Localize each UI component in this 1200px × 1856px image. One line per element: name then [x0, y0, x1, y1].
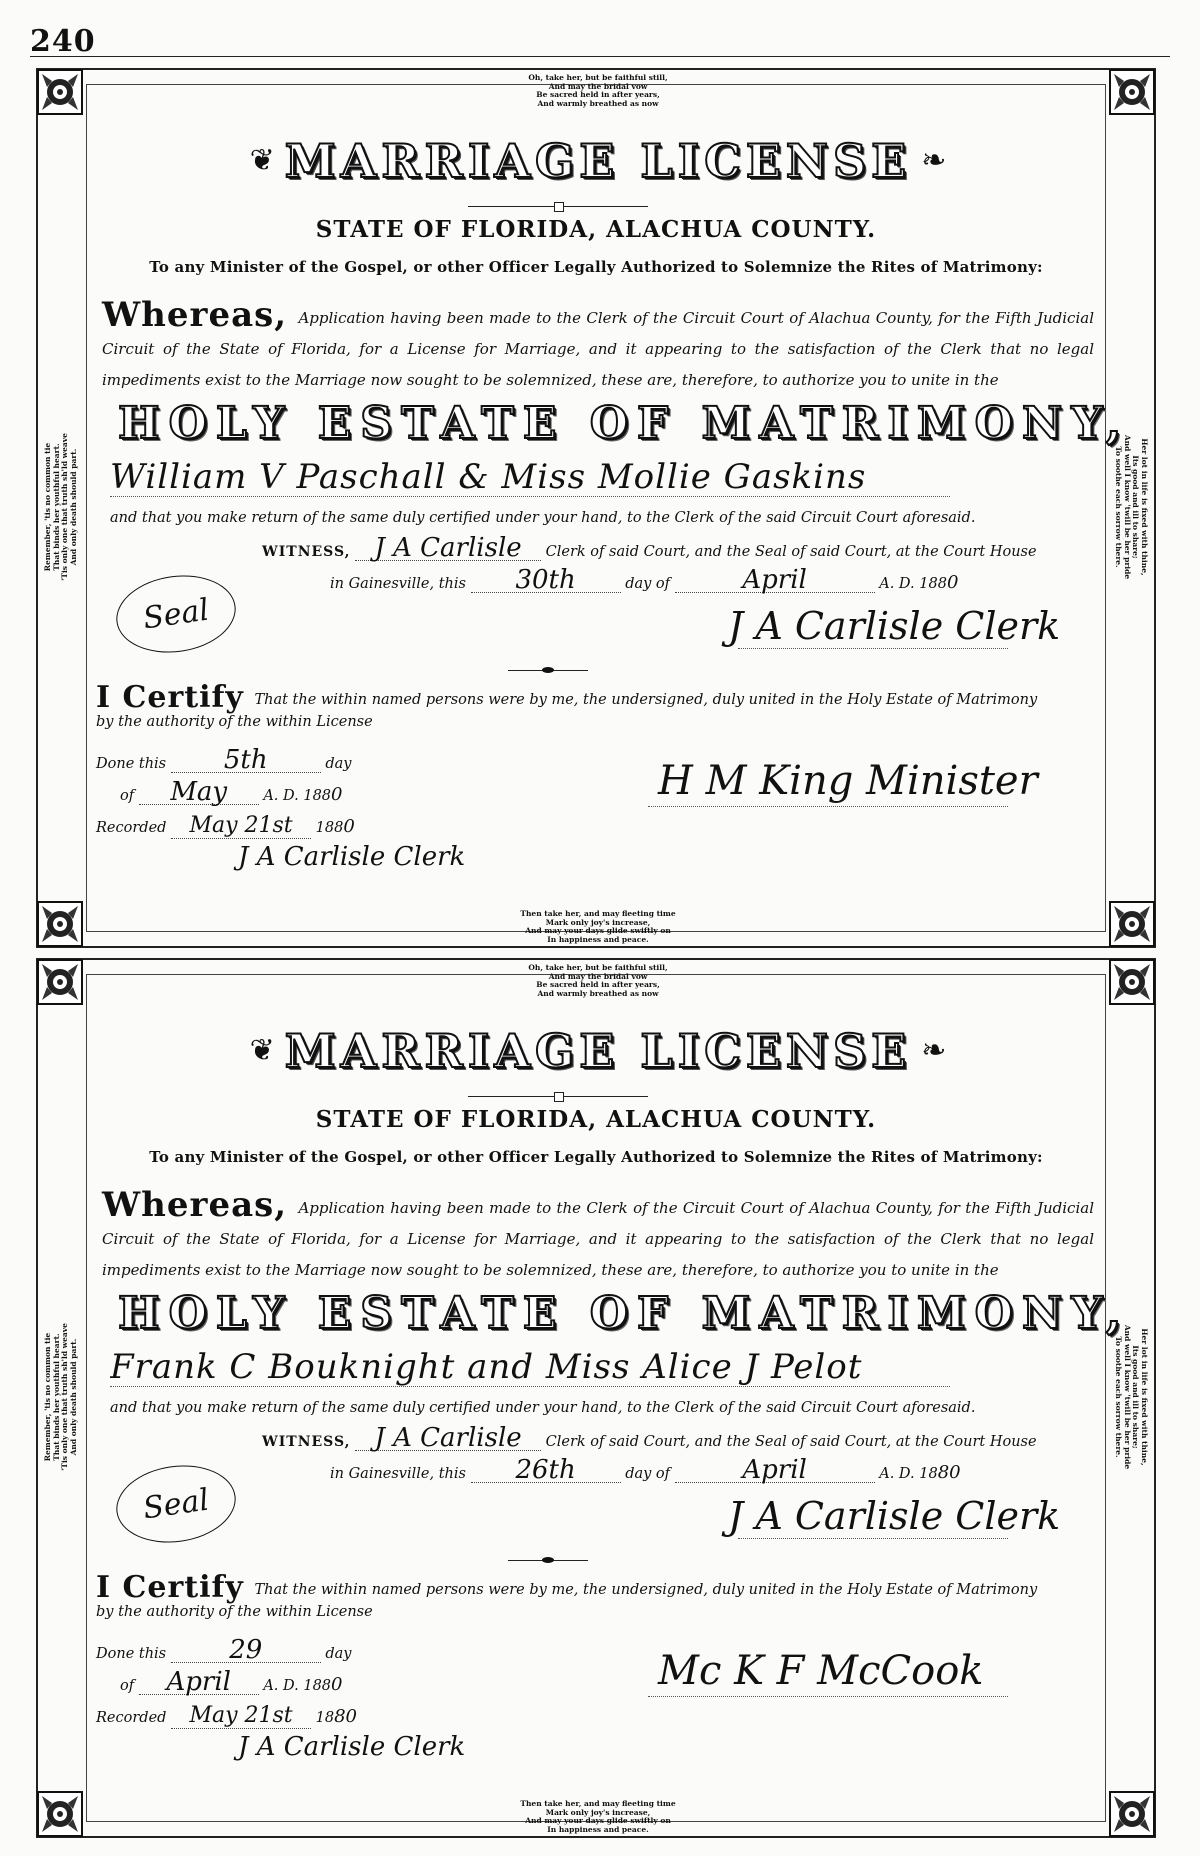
court-seal: Seal: [111, 568, 240, 660]
ornament-corner-icon: [1109, 959, 1155, 1005]
ad-label: A. D. 188: [879, 576, 947, 592]
verse-top: Oh, take her, but be faithful still, And may the bridal vow Be sacred held in after years, And warmly breathed as now: [528, 963, 668, 998]
holy-estate-heading: HOLY ESTATE OF MATRIMONY,: [118, 398, 1131, 449]
day-label: day: [325, 756, 352, 772]
clerk-text: Clerk of said Court, and the Seal of said Court, at the Court House: [545, 1434, 1037, 1450]
marriage-license-2: [36, 958, 1156, 1838]
recorded-signature: J A Carlisle Clerk: [238, 1732, 466, 1762]
certify-line: [96, 1570, 1037, 1605]
witness-signature: J A Carlisle: [355, 536, 541, 561]
flourish-right-icon: ❧: [921, 1033, 947, 1068]
recorded-label: Recorded: [96, 820, 167, 836]
license-year-digit: 80: [937, 1462, 961, 1483]
verse-right-margin: Her lot in life is fixed with thine, Its good and ill to share; And well I know 'twill be her pride To soothe each sorrow there.: [1114, 434, 1149, 580]
whereas-word: Whereas,: [102, 1185, 288, 1225]
couple-names: William V Paschall & Miss Mollie Gaskins: [110, 458, 950, 497]
ornament-corner-icon: [1109, 901, 1155, 947]
holy-estate-heading: HOLY ESTATE OF MATRIMONY,: [118, 1288, 1131, 1339]
witness-label: WITNESS,: [262, 544, 351, 560]
return-text: and that you make return of the same duly certified under your hand, to the Clerk of the said Circuit Court aforesaid.: [110, 1400, 976, 1416]
recorded-label: Recorded: [96, 1710, 167, 1726]
minister-signature: H M King Minister: [658, 758, 1038, 804]
done-line: [96, 745, 352, 775]
clerk-signature-line: [738, 1538, 1008, 1539]
ornament-corner-icon: [37, 1791, 83, 1837]
clerk-signature-line: [738, 648, 1008, 649]
license-title: MARRIAGE LICENSE: [284, 134, 912, 188]
recorded-date: May 21st: [171, 1704, 311, 1729]
certify-word: I Certify: [96, 680, 244, 715]
license-year-digit: 0: [946, 572, 959, 593]
authority-text: by the authority of the within License: [96, 1604, 373, 1620]
done-ad-label: A. D. 188: [263, 788, 332, 804]
verse-left-margin: Remember, 'tis no common tie That binds her youthful heart. 'Tis only one that truth sh'ld weave And only death should part.: [43, 433, 78, 581]
license-month: April: [675, 1458, 875, 1483]
certify-text: That the within named persons were by me, the undersigned, duly united in the Holy Estate of Matrimony: [254, 1582, 1038, 1598]
certify-line: [96, 680, 1037, 715]
recorded-line: [96, 1704, 357, 1729]
recorded-year-digit: 0: [343, 816, 355, 837]
recorded-date: May 21st: [171, 814, 311, 839]
state-county-heading: STATE OF FLORIDA, ALACHUA COUNTY.: [315, 216, 877, 243]
clerk-signature: J A Carlisle Clerk: [728, 604, 1061, 648]
verse-top: Oh, take her, but be faithful still, And may the bridal vow Be sacred held in after years, And warmly breathed as now: [528, 73, 668, 108]
minister-signature: Mc K F McCook: [658, 1648, 984, 1694]
couple-names: Frank C Bouknight and Miss Alice J Pelot: [110, 1348, 950, 1387]
ornament-corner-icon: [1109, 69, 1155, 115]
title-divider: [468, 1096, 648, 1097]
ornament-corner-icon: [1109, 1791, 1155, 1837]
day-label: day: [325, 1646, 352, 1662]
address-line: To any Minister of the Gospel, or other Officer Legally Authorized to Solemnize the Rites of Matrimony:: [149, 1148, 1043, 1166]
license-title-row: [178, 134, 1018, 188]
day-of-label: day of: [625, 1466, 671, 1482]
license-title: MARRIAGE LICENSE: [284, 1024, 912, 1078]
verse-left-margin: Remember, 'tis no common tie That binds her youthful heart. 'Tis only one that truth sh'ld weave And only death should part.: [43, 1323, 78, 1471]
marriage-license-1: [36, 68, 1156, 948]
witness-line: [262, 533, 1037, 563]
whereas-word: Whereas,: [102, 295, 288, 335]
in-gainesville-label: in Gainesville, this: [330, 576, 466, 592]
verse-bottom: Then take her, and may fleeting time Mark only joy's increase, And may your days glide swiftly on In happiness and peace.: [520, 1799, 676, 1834]
license-day: 26th: [471, 1458, 621, 1483]
minister-signature-line: [648, 806, 1008, 807]
of-label: of: [120, 1678, 135, 1694]
done-day: 5th: [171, 748, 321, 773]
recorded-prefix: 188: [315, 820, 344, 836]
return-text: and that you make return of the same duly certified under your hand, to the Clerk of the said Circuit Court aforesaid.: [110, 510, 976, 526]
section-divider: [508, 670, 588, 671]
flourish-left-icon: ❦: [249, 1033, 275, 1068]
state-county-heading: STATE OF FLORIDA, ALACHUA COUNTY.: [315, 1106, 877, 1133]
done-month-line: [120, 1667, 343, 1697]
court-seal: Seal: [111, 1458, 240, 1550]
whereas-text: Application having been made to the Clerk of the Circuit Court of Alachua County, for the Fifth Judicial Circuit of the State of Florida, for a License for Marriage, and it appearing to the satisfaction of the Clerk that no legal impediments exist to the Marriage now sought to be solemnized, these are, therefore, to authorize you to unite in the: [102, 1199, 1094, 1279]
clerk-text: Clerk of said Court, and the Seal of said Court, at the Court House: [545, 544, 1037, 560]
done-this-label: Done this: [96, 1646, 167, 1662]
verse-right-margin: Her lot in life is fixed with thine, Its good and ill to share; And well I know 'twill be her pride To soothe each sorrow there.: [1114, 1324, 1149, 1470]
verse-bottom: Then take her, and may fleeting time Mark only joy's increase, And may your days glide swiftly on In happiness and peace.: [520, 909, 676, 944]
certify-word: I Certify: [96, 1570, 244, 1605]
ornament-corner-icon: [37, 901, 83, 947]
witness-line: [262, 1423, 1037, 1453]
done-year-digit: 0: [331, 784, 343, 805]
section-divider: [508, 1560, 588, 1561]
title-divider: [468, 206, 648, 207]
clerk-signature: J A Carlisle Clerk: [728, 1494, 1061, 1538]
witness-signature: J A Carlisle: [355, 1426, 541, 1451]
whereas-paragraph: [102, 295, 1094, 396]
whereas-paragraph: [102, 1185, 1094, 1286]
ornament-corner-icon: [37, 959, 83, 1005]
done-month: April: [139, 1670, 259, 1695]
whereas-text: Application having been made to the Clerk of the Circuit Court of Alachua County, for the Fifth Judicial Circuit of the State of Florida, for a License for Marriage, and it appearing to the satisfaction of the Clerk that no legal impediments exist to the Marriage now sought to be solemnized, these are, therefore, to authorize you to unite in the: [102, 309, 1094, 389]
minister-signature-line: [648, 1696, 1008, 1697]
recorded-prefix: 18: [315, 1710, 335, 1726]
ornament-corner-icon: [37, 69, 83, 115]
certify-text: That the within named persons were by me, the undersigned, duly united in the Holy Estate of Matrimony: [254, 692, 1038, 708]
license-title-row: [178, 1024, 1018, 1078]
page-number: 240: [30, 24, 96, 59]
done-ad-label: A. D. 188: [263, 1678, 332, 1694]
date-line: [330, 1455, 961, 1485]
in-gainesville-label: in Gainesville, this: [330, 1466, 466, 1482]
day-of-label: day of: [625, 576, 671, 592]
address-line: To any Minister of the Gospel, or other Officer Legally Authorized to Solemnize the Rites of Matrimony:: [149, 258, 1043, 276]
of-label: of: [120, 788, 135, 804]
recorded-line: [96, 814, 355, 839]
flourish-left-icon: ❦: [249, 143, 275, 178]
flourish-right-icon: ❧: [921, 143, 947, 178]
ad-label: A. D. 18: [879, 1466, 938, 1482]
date-line: [330, 565, 959, 595]
done-month: May: [139, 780, 259, 805]
done-month-line: [120, 777, 343, 807]
done-day: 29: [171, 1638, 321, 1663]
recorded-year-digit: 80: [334, 1706, 358, 1727]
done-this-label: Done this: [96, 756, 167, 772]
done-year-digit: 0: [331, 1674, 343, 1695]
top-rule: [30, 56, 1170, 57]
recorded-signature: J A Carlisle Clerk: [238, 842, 466, 872]
license-day: 30th: [471, 568, 621, 593]
done-line: [96, 1635, 352, 1665]
witness-label: WITNESS,: [262, 1434, 351, 1450]
license-month: April: [675, 568, 875, 593]
authority-text: by the authority of the within License: [96, 714, 373, 730]
